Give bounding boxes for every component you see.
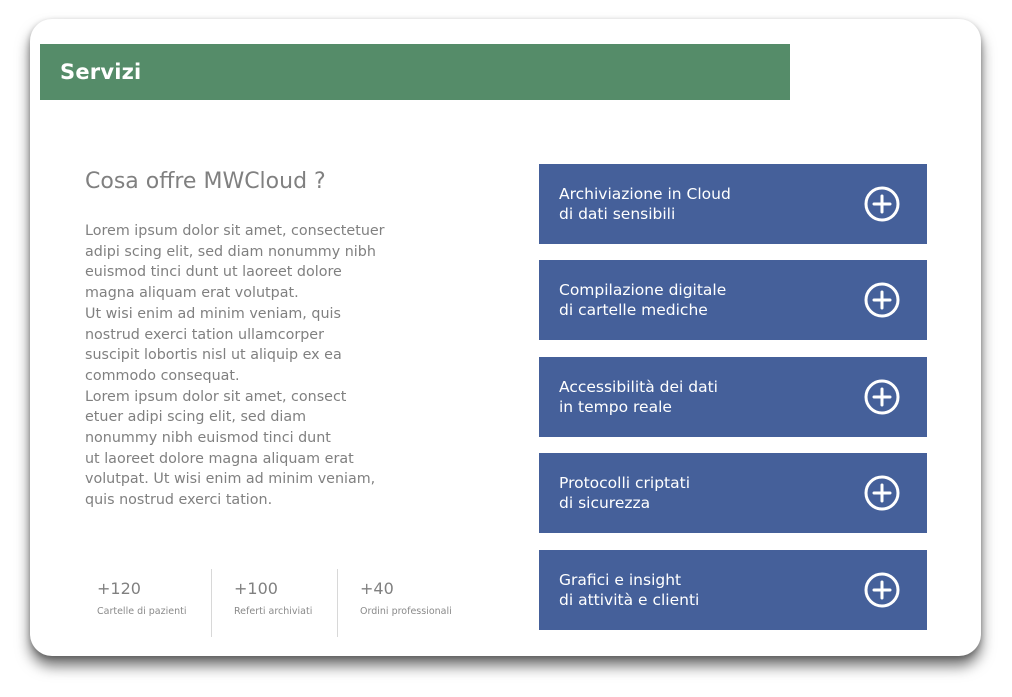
intro-line: euismod tinci dunt ut laoreet dolore bbox=[85, 264, 342, 281]
intro-line: quis nostrud exerci tation. bbox=[85, 492, 273, 509]
intro-line: ut laoreet dolore magna aliquam erat bbox=[85, 450, 354, 467]
service-label-line: di sicurezza bbox=[559, 494, 651, 512]
service-item-digital-records[interactable] bbox=[539, 260, 927, 340]
stat-value: +120 bbox=[97, 579, 141, 598]
plus-circle-icon[interactable] bbox=[864, 379, 900, 415]
stat-divider bbox=[211, 569, 212, 637]
service-label-line: Archiviazione in Cloud bbox=[559, 185, 731, 203]
page-title: Servizi bbox=[60, 60, 142, 84]
stat-label: Referti archiviati bbox=[234, 606, 313, 617]
intro-line: Lorem ipsum dolor sit amet, consect bbox=[85, 388, 347, 405]
service-item-realtime-access[interactable] bbox=[539, 357, 927, 437]
intro-line: magna aliquam erat volutpat. bbox=[85, 285, 299, 302]
service-item-insights[interactable] bbox=[539, 550, 927, 630]
service-label bbox=[559, 164, 731, 244]
plus-circle-icon[interactable] bbox=[864, 572, 900, 608]
service-label-line: in tempo reale bbox=[559, 398, 672, 416]
intro-line: Ut wisi enim ad minim veniam, quis bbox=[85, 305, 341, 322]
service-label bbox=[559, 453, 690, 533]
intro-line: nostrud exerci tation ullamcorper bbox=[85, 326, 324, 343]
service-label-line: di dati sensibili bbox=[559, 205, 676, 223]
intro-line: suscipit lobortis nisl ut aliquip ex ea bbox=[85, 347, 342, 364]
service-label bbox=[559, 357, 718, 437]
intro-line: volutpat. Ut wisi enim ad minim veniam, bbox=[85, 471, 376, 488]
service-label-line: Compilazione digitale bbox=[559, 281, 727, 299]
service-label bbox=[559, 550, 699, 630]
service-label-line: Protocolli criptati bbox=[559, 474, 691, 492]
service-label-line: di attività e clienti bbox=[559, 591, 700, 609]
service-item-security-protocols[interactable] bbox=[539, 453, 927, 533]
intro-line: etuer adipi scing elit, sed diam bbox=[85, 409, 307, 426]
plus-circle-icon[interactable] bbox=[864, 186, 900, 222]
intro-line: Lorem ipsum dolor sit amet, consectetuer bbox=[85, 223, 385, 239]
stat-value: +40 bbox=[360, 579, 394, 598]
section-heading: Cosa offre MWCloud ? bbox=[85, 169, 326, 194]
stat-orders bbox=[360, 579, 452, 617]
plus-circle-icon[interactable] bbox=[864, 475, 900, 511]
stat-label: Ordini professionali bbox=[360, 606, 452, 617]
stat-label: Cartelle di pazienti bbox=[97, 606, 187, 617]
service-item-cloud-archive[interactable] bbox=[539, 164, 927, 244]
service-label bbox=[559, 260, 726, 340]
service-label-line: Accessibilità dei dati bbox=[559, 378, 718, 396]
intro-paragraph bbox=[85, 221, 420, 511]
services-card bbox=[30, 19, 981, 656]
service-label-line: Grafici e insight bbox=[559, 571, 682, 589]
intro-line: commodo consequat. bbox=[85, 367, 240, 384]
stat-reports bbox=[234, 579, 312, 617]
header-bar bbox=[40, 44, 790, 100]
stat-patients bbox=[97, 579, 186, 617]
stat-value: +100 bbox=[234, 579, 278, 598]
intro-line: adipi scing elit, sed diam nonummy nibh bbox=[85, 243, 376, 260]
service-label-line: di cartelle mediche bbox=[559, 301, 708, 319]
intro-line: nonummy nibh euismod tinci dunt bbox=[85, 430, 331, 447]
stat-divider bbox=[337, 569, 338, 637]
plus-circle-icon[interactable] bbox=[864, 282, 900, 318]
